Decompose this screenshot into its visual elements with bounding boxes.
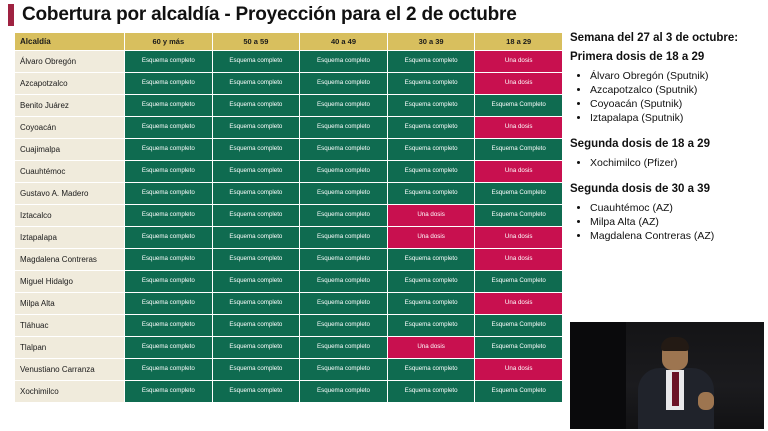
cell-esquema-completo: Esquema completo bbox=[125, 161, 213, 183]
page-title: Cobertura por alcaldía - Proyección para el 2 de octubre bbox=[22, 4, 517, 25]
cell-esquema-completo: Esquema completo bbox=[125, 73, 213, 95]
cell-una-dosis: Una dosis bbox=[475, 117, 563, 139]
list-item: • Iztapalapa (Sputnik) bbox=[590, 112, 762, 126]
row-header-alcaldia: Gustavo A. Madero bbox=[15, 183, 125, 205]
table-row bbox=[15, 315, 563, 337]
cell-esquema-completo: Esquema completo bbox=[125, 359, 213, 381]
list-item: • Azcapotzalco (Sputnik) bbox=[590, 84, 762, 98]
table-row bbox=[15, 73, 563, 95]
table-row bbox=[15, 183, 563, 205]
cell-una-dosis: Una dosis bbox=[387, 337, 475, 359]
cell-esquema-completo: Esquema completo bbox=[125, 183, 213, 205]
table-header-row bbox=[15, 33, 563, 51]
cell-esquema-completo: Esquema completo bbox=[300, 117, 388, 139]
cell-esquema-completo: Esquema completo bbox=[387, 51, 475, 73]
row-header-alcaldia: Tlalpan bbox=[15, 337, 125, 359]
table-row bbox=[15, 249, 563, 271]
table-row bbox=[15, 337, 563, 359]
cell-esquema-completo: Esquema completo bbox=[300, 381, 388, 403]
list-item: • Magdalena Contreras (AZ) bbox=[590, 230, 762, 244]
cell-esquema-completo: Esquema Completo bbox=[475, 271, 563, 293]
row-header-alcaldia: Venustiano Carranza bbox=[15, 359, 125, 381]
panel-section-heading: Primera dosis de 18 a 29 bbox=[570, 51, 705, 64]
cell-esquema-completo: Esquema Completo bbox=[475, 183, 563, 205]
column-header-50-59: 50 a 59 bbox=[212, 33, 300, 51]
cell-esquema-completo: Esquema completo bbox=[300, 315, 388, 337]
cell-esquema-completo: Esquema completo bbox=[387, 249, 475, 271]
cell-esquema-completo: Esquema Completo bbox=[475, 139, 563, 161]
week-heading: Semana del 27 al 3 de octubre: bbox=[570, 32, 739, 44]
table-row bbox=[15, 117, 563, 139]
cell-esquema-completo: Esquema completo bbox=[125, 117, 213, 139]
list-item: • Coyoacán (Sputnik) bbox=[590, 98, 762, 112]
panel-section-heading: Segunda dosis de 18 a 29 bbox=[570, 137, 710, 150]
table-row bbox=[15, 95, 563, 117]
list-item: • Cuauhtémoc (AZ) bbox=[590, 202, 762, 216]
panel-section-list bbox=[570, 157, 762, 171]
cell-una-dosis: Una dosis bbox=[475, 359, 563, 381]
cell-esquema-completo: Esquema completo bbox=[212, 293, 300, 315]
cell-esquema-completo: Esquema completo bbox=[125, 293, 213, 315]
cell-esquema-completo: Esquema completo bbox=[125, 381, 213, 403]
cell-esquema-completo: Esquema completo bbox=[300, 249, 388, 271]
cell-esquema-completo: Esquema completo bbox=[125, 249, 213, 271]
table-row bbox=[15, 293, 563, 315]
cell-esquema-completo: Esquema completo bbox=[125, 51, 213, 73]
panel-sections bbox=[570, 51, 762, 244]
interpreter-tie bbox=[672, 372, 679, 406]
table-row bbox=[15, 381, 563, 403]
cell-esquema-completo: Esquema completo bbox=[300, 95, 388, 117]
cell-esquema-completo: Esquema completo bbox=[212, 227, 300, 249]
cell-esquema-completo: Esquema completo bbox=[387, 359, 475, 381]
cell-esquema-completo: Esquema completo bbox=[212, 139, 300, 161]
cell-esquema-completo: Esquema completo bbox=[212, 205, 300, 227]
cell-esquema-completo: Esquema completo bbox=[212, 161, 300, 183]
cell-esquema-completo: Esquema completo bbox=[300, 51, 388, 73]
row-header-alcaldia: Cuauhtémoc bbox=[15, 161, 125, 183]
cell-esquema-completo: Esquema completo bbox=[125, 95, 213, 117]
row-header-alcaldia: Xochimilco bbox=[15, 381, 125, 403]
cell-esquema-completo: Esquema completo bbox=[212, 95, 300, 117]
panel-section-heading: Segunda dosis de 30 a 39 bbox=[570, 182, 710, 195]
cell-esquema-completo: Esquema completo bbox=[387, 117, 475, 139]
row-header-alcaldia: Tláhuac bbox=[15, 315, 125, 337]
panel-section-list bbox=[570, 70, 762, 125]
row-header-alcaldia: Álvaro Obregón bbox=[15, 51, 125, 73]
cell-esquema-completo: Esquema completo bbox=[125, 315, 213, 337]
row-header-alcaldia: Magdalena Contreras bbox=[15, 249, 125, 271]
cell-esquema-completo: Esquema completo bbox=[212, 271, 300, 293]
table-header bbox=[15, 33, 563, 51]
cell-esquema-completo: Esquema Completo bbox=[475, 205, 563, 227]
interpreter-hair bbox=[661, 337, 689, 351]
cell-esquema-completo: Esquema completo bbox=[212, 359, 300, 381]
row-header-alcaldia: Coyoacán bbox=[15, 117, 125, 139]
cell-esquema-completo: Esquema completo bbox=[387, 183, 475, 205]
cell-esquema-completo: Esquema completo bbox=[125, 337, 213, 359]
row-header-alcaldia: Milpa Alta bbox=[15, 293, 125, 315]
cell-esquema-completo: Esquema completo bbox=[125, 271, 213, 293]
row-header-alcaldia: Miguel Hidalgo bbox=[15, 271, 125, 293]
cell-una-dosis: Una dosis bbox=[475, 293, 563, 315]
column-header-30-39: 30 a 39 bbox=[387, 33, 475, 51]
column-header-alcaldia: Alcaldía bbox=[15, 33, 125, 51]
interpreter-hand bbox=[698, 392, 714, 410]
cell-una-dosis: Una dosis bbox=[387, 227, 475, 249]
video-side-panel bbox=[570, 322, 626, 429]
table-row bbox=[15, 139, 563, 161]
table-row bbox=[15, 227, 563, 249]
cell-esquema-completo: Esquema Completo bbox=[475, 95, 563, 117]
column-header-40-49: 40 a 49 bbox=[300, 33, 388, 51]
weekly-schedule-panel bbox=[570, 32, 762, 244]
cell-esquema-completo: Esquema completo bbox=[212, 183, 300, 205]
row-header-alcaldia: Iztacalco bbox=[15, 205, 125, 227]
cell-esquema-completo: Esquema completo bbox=[387, 293, 475, 315]
cell-esquema-completo: Esquema completo bbox=[125, 227, 213, 249]
coverage-table bbox=[14, 32, 563, 403]
cell-esquema-completo: Esquema completo bbox=[387, 139, 475, 161]
cell-una-dosis: Una dosis bbox=[475, 161, 563, 183]
cell-esquema-completo: Esquema completo bbox=[212, 51, 300, 73]
cell-esquema-completo: Esquema completo bbox=[212, 337, 300, 359]
cell-esquema-completo: Esquema completo bbox=[387, 73, 475, 95]
cell-esquema-completo: Esquema completo bbox=[300, 293, 388, 315]
cell-esquema-completo: Esquema completo bbox=[212, 315, 300, 337]
cell-esquema-completo: Esquema completo bbox=[387, 315, 475, 337]
cell-esquema-completo: Esquema completo bbox=[212, 381, 300, 403]
cell-esquema-completo: Esquema completo bbox=[387, 161, 475, 183]
cell-una-dosis: Una dosis bbox=[387, 205, 475, 227]
table-row bbox=[15, 271, 563, 293]
cell-esquema-completo: Esquema completo bbox=[387, 271, 475, 293]
cell-esquema-completo: Esquema completo bbox=[300, 73, 388, 95]
sign-language-interpreter-video[interactable] bbox=[570, 322, 764, 429]
column-header-18-29: 18 a 29 bbox=[475, 33, 563, 51]
panel-section-list bbox=[570, 202, 762, 244]
cell-esquema-completo: Esquema completo bbox=[212, 73, 300, 95]
table-row bbox=[15, 359, 563, 381]
cell-una-dosis: Una dosis bbox=[475, 249, 563, 271]
table-row bbox=[15, 161, 563, 183]
cell-una-dosis: Una dosis bbox=[475, 51, 563, 73]
cell-una-dosis: Una dosis bbox=[475, 73, 563, 95]
cell-una-dosis: Una dosis bbox=[475, 227, 563, 249]
cell-esquema-completo: Esquema completo bbox=[300, 337, 388, 359]
cell-esquema-completo: Esquema completo bbox=[387, 381, 475, 403]
table-row bbox=[15, 51, 563, 73]
cell-esquema-completo: Esquema Completo bbox=[475, 381, 563, 403]
row-header-alcaldia: Iztapalapa bbox=[15, 227, 125, 249]
cell-esquema-completo: Esquema completo bbox=[300, 183, 388, 205]
row-header-alcaldia: Azcapotzalco bbox=[15, 73, 125, 95]
cell-esquema-completo: Esquema completo bbox=[212, 117, 300, 139]
cell-esquema-completo: Esquema completo bbox=[300, 227, 388, 249]
list-item: • Milpa Alta (AZ) bbox=[590, 216, 762, 230]
cell-esquema-completo: Esquema completo bbox=[300, 359, 388, 381]
row-header-alcaldia: Cuajimalpa bbox=[15, 139, 125, 161]
column-header-60-mas: 60 y más bbox=[125, 33, 213, 51]
coverage-table-wrapper bbox=[14, 32, 562, 403]
cell-esquema-completo: Esquema completo bbox=[300, 139, 388, 161]
cell-esquema-completo: Esquema completo bbox=[300, 271, 388, 293]
cell-esquema-completo: Esquema completo bbox=[300, 161, 388, 183]
table-row bbox=[15, 205, 563, 227]
slide-title-bar bbox=[0, 0, 768, 30]
cell-esquema-completo: Esquema Completo bbox=[475, 337, 563, 359]
cell-esquema-completo: Esquema completo bbox=[387, 95, 475, 117]
title-accent-bar bbox=[8, 4, 14, 26]
cell-esquema-completo: Esquema completo bbox=[125, 205, 213, 227]
row-header-alcaldia: Benito Juárez bbox=[15, 95, 125, 117]
table-body bbox=[15, 51, 563, 403]
cell-esquema-completo: Esquema completo bbox=[125, 139, 213, 161]
list-item: • Xochimilco (Pfizer) bbox=[590, 157, 762, 171]
cell-esquema-completo: Esquema Completo bbox=[475, 315, 563, 337]
list-item: • Álvaro Obregón (Sputnik) bbox=[590, 70, 762, 84]
cell-esquema-completo: Esquema completo bbox=[212, 249, 300, 271]
cell-esquema-completo: Esquema completo bbox=[300, 205, 388, 227]
